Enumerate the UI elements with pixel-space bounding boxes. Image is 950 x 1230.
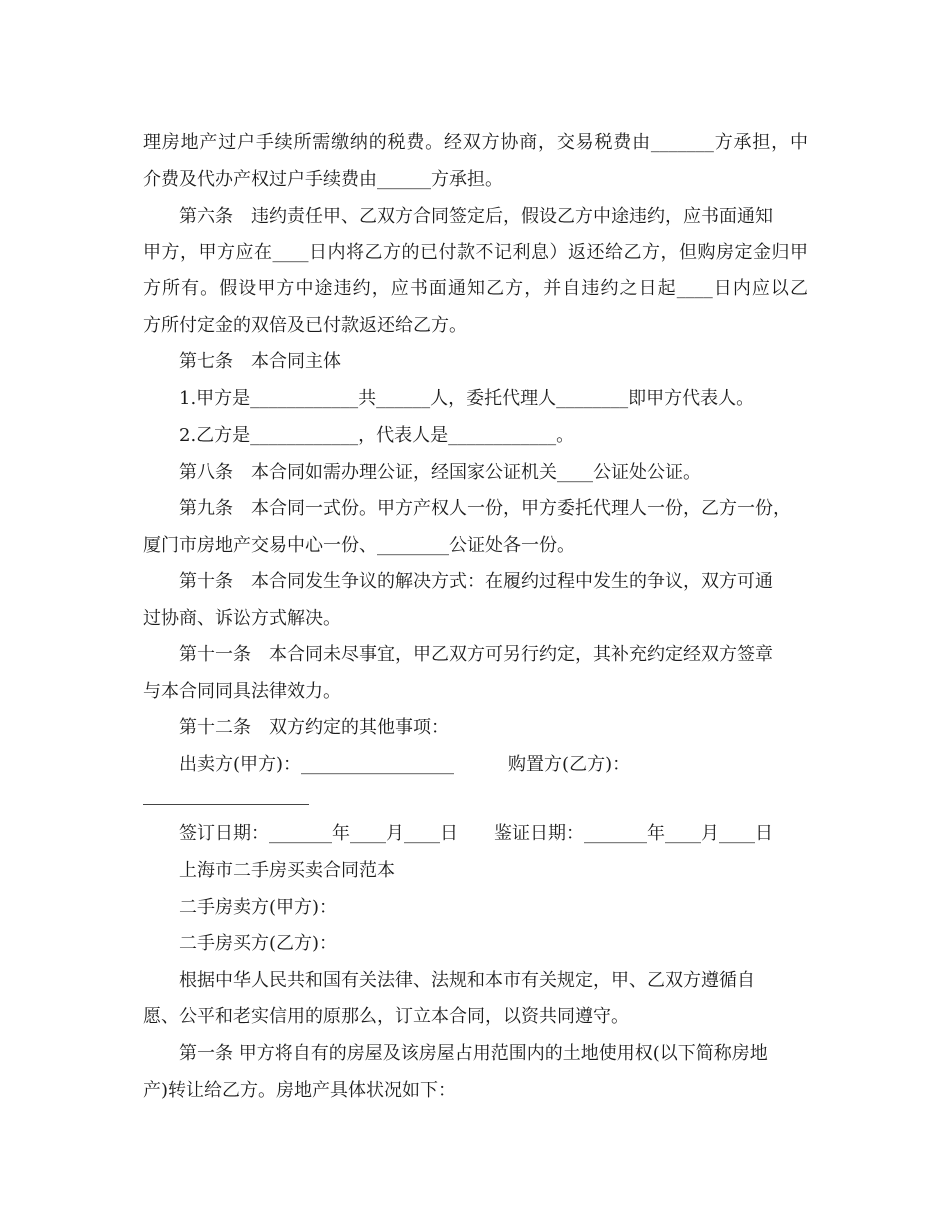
clause-11-line: 第十一条 本合同未尽事宜，甲乙双方可另行约定，其补充约定经双方签章 bbox=[179, 644, 773, 665]
clause-7-heading: 第七条 本合同主体 bbox=[179, 351, 341, 372]
preamble-line: 根据中华人民共和国有关法律、法规和本市有关规定，甲、乙双方遵循自 bbox=[179, 970, 755, 991]
paragraph-line: 甲方，甲方应在____日内将乙方的已付款不记利息）返还给乙方，但购房定金归甲 bbox=[143, 242, 808, 263]
paragraph-line: 过协商、诉讼方式解决。 bbox=[143, 608, 341, 629]
paragraph-line: 理房地产过户手续所需缴纳的税费。经双方协商，交易税费由_______方承担，中 bbox=[143, 132, 808, 153]
date-line: 签订日期：_______年____月____日 鉴证日期：_______年____月____日 bbox=[179, 823, 773, 844]
paragraph-line: 产)转让给乙方。房地产具体状况如下： bbox=[143, 1080, 457, 1101]
paragraph-line: 介费及代办产权过户手续费由______方承担。 bbox=[143, 169, 503, 190]
article-1-line: 第一条 甲方将自有的房屋及该房屋占用范围内的土地使用权(以下简称房地 bbox=[179, 1043, 768, 1064]
clause-10-line: 第十条 本合同发生争议的解决方式：在履约过程中发生的争议，双方可通 bbox=[179, 571, 773, 592]
clause-8-line: 第八条 本合同如需办理公证，经国家公证机关____公证处公证。 bbox=[179, 462, 701, 483]
signature-blank-rule bbox=[143, 804, 309, 805]
contract-title: 上海市二手房买卖合同范本 bbox=[179, 860, 395, 881]
paragraph-line: 愿、公平和老实信用的原那么，订立本合同，以资共同遵守。 bbox=[143, 1006, 629, 1027]
paragraph-line: 方所有。假设甲方中途违约，应书面通知乙方，并自违约之日起____日内应以乙 bbox=[143, 278, 808, 299]
buyer-line: 二手房买方(乙方)： bbox=[179, 933, 338, 954]
clause-9-line: 第九条 本合同一式份。甲方产权人一份，甲方委托代理人一份，乙方一份， bbox=[179, 498, 791, 519]
party-b-line: 2.乙方是____________，代表人是____________。 bbox=[179, 425, 575, 446]
paragraph-line: 方所付定金的双倍及已付款返还给乙方。 bbox=[143, 315, 467, 336]
seller-line: 二手房卖方(甲方)： bbox=[179, 897, 338, 918]
clause-6-heading-line: 第六条 违约责任甲、乙双方合同签定后，假设乙方中途违约，应书面通知 bbox=[179, 206, 773, 227]
paragraph-line: 与本合同同具法律效力。 bbox=[143, 681, 341, 702]
clause-12-line: 第十二条 双方约定的其他事项： bbox=[179, 717, 449, 738]
signature-parties-line: 出卖方(甲方)：_________________ 购置方(乙方)： bbox=[179, 754, 631, 775]
party-a-line: 1.甲方是____________共______人，委托代理人________即甲方代表人。 bbox=[179, 388, 755, 409]
paragraph-line: 厦门市房地产交易中心一份、________公证处各一份。 bbox=[143, 535, 575, 556]
